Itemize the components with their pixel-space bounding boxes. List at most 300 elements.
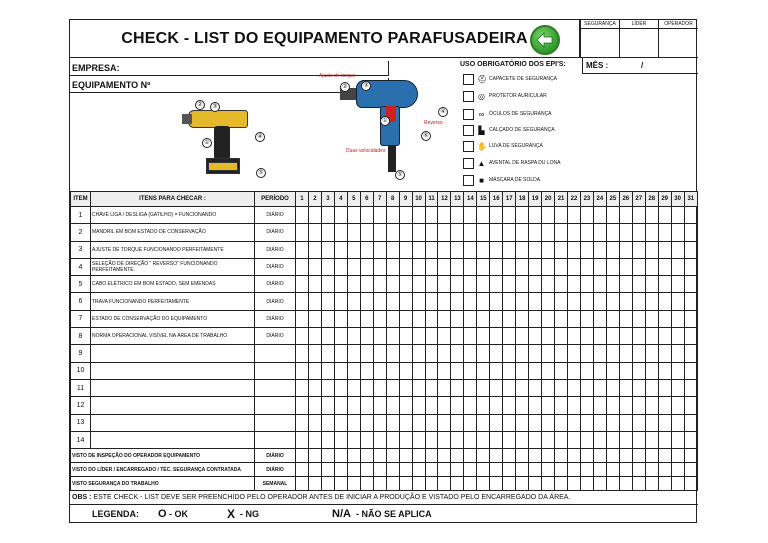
day-cell[interactable] — [542, 362, 555, 379]
day-cell[interactable] — [334, 379, 347, 396]
day-cell[interactable] — [542, 431, 555, 448]
day-cell[interactable] — [529, 328, 542, 345]
visto-cell[interactable] — [555, 449, 568, 463]
day-cell[interactable] — [438, 276, 451, 293]
day-cell[interactable] — [684, 397, 697, 414]
day-cell[interactable] — [606, 397, 619, 414]
day-cell[interactable] — [503, 241, 516, 258]
day-cell[interactable] — [658, 431, 671, 448]
visto-cell[interactable] — [451, 477, 464, 491]
day-cell[interactable] — [477, 431, 490, 448]
day-cell[interactable] — [386, 241, 399, 258]
day-cell[interactable] — [296, 207, 309, 224]
day-cell[interactable] — [296, 293, 309, 310]
day-cell[interactable] — [296, 345, 309, 362]
day-cell[interactable] — [360, 310, 373, 327]
day-cell[interactable] — [580, 379, 593, 396]
day-cell[interactable] — [555, 431, 568, 448]
day-cell[interactable] — [606, 328, 619, 345]
signature-box-lider[interactable] — [619, 29, 658, 58]
day-cell[interactable] — [360, 241, 373, 258]
day-cell[interactable] — [399, 224, 412, 241]
visto-cell[interactable] — [451, 463, 464, 477]
day-cell[interactable] — [412, 241, 425, 258]
day-cell[interactable] — [542, 345, 555, 362]
day-cell[interactable] — [593, 224, 606, 241]
day-cell[interactable] — [684, 207, 697, 224]
day-cell[interactable] — [451, 241, 464, 258]
day-cell[interactable] — [542, 241, 555, 258]
day-cell[interactable] — [645, 379, 658, 396]
day-cell[interactable] — [658, 293, 671, 310]
day-cell[interactable] — [684, 328, 697, 345]
day-cell[interactable] — [386, 431, 399, 448]
day-cell[interactable] — [516, 241, 529, 258]
day-cell[interactable] — [399, 293, 412, 310]
day-cell[interactable] — [334, 293, 347, 310]
day-cell[interactable] — [451, 258, 464, 275]
visto-cell[interactable] — [373, 449, 386, 463]
day-cell[interactable] — [684, 258, 697, 275]
day-cell[interactable] — [555, 397, 568, 414]
day-cell[interactable] — [308, 310, 321, 327]
visto-cell[interactable] — [334, 477, 347, 491]
day-cell[interactable] — [347, 224, 360, 241]
day-cell[interactable] — [399, 310, 412, 327]
day-cell[interactable] — [386, 276, 399, 293]
visto-cell[interactable] — [503, 477, 516, 491]
day-cell[interactable] — [503, 431, 516, 448]
day-cell[interactable] — [658, 414, 671, 431]
visto-cell[interactable] — [503, 463, 516, 477]
day-cell[interactable] — [671, 293, 684, 310]
day-cell[interactable] — [503, 207, 516, 224]
day-cell[interactable] — [438, 310, 451, 327]
day-cell[interactable] — [619, 224, 632, 241]
visto-cell[interactable] — [542, 463, 555, 477]
day-cell[interactable] — [477, 379, 490, 396]
day-cell[interactable] — [568, 276, 581, 293]
day-cell[interactable] — [438, 207, 451, 224]
day-cell[interactable] — [671, 397, 684, 414]
day-cell[interactable] — [568, 345, 581, 362]
day-cell[interactable] — [555, 414, 568, 431]
day-cell[interactable] — [503, 379, 516, 396]
day-cell[interactable] — [658, 310, 671, 327]
day-cell[interactable] — [503, 293, 516, 310]
visto-cell[interactable] — [308, 449, 321, 463]
day-cell[interactable] — [412, 310, 425, 327]
visto-cell[interactable] — [606, 477, 619, 491]
epi-checkbox[interactable] — [463, 74, 474, 85]
day-cell[interactable] — [580, 414, 593, 431]
visto-cell[interactable] — [658, 463, 671, 477]
day-cell[interactable] — [503, 414, 516, 431]
day-cell[interactable] — [438, 379, 451, 396]
day-cell[interactable] — [360, 414, 373, 431]
day-cell[interactable] — [568, 293, 581, 310]
day-cell[interactable] — [451, 207, 464, 224]
day-cell[interactable] — [360, 431, 373, 448]
day-cell[interactable] — [360, 397, 373, 414]
day-cell[interactable] — [321, 379, 334, 396]
day-cell[interactable] — [334, 207, 347, 224]
day-cell[interactable] — [490, 397, 503, 414]
day-cell[interactable] — [542, 310, 555, 327]
day-cell[interactable] — [606, 310, 619, 327]
visto-cell[interactable] — [684, 477, 697, 491]
day-cell[interactable] — [619, 362, 632, 379]
day-cell[interactable] — [296, 362, 309, 379]
day-cell[interactable] — [386, 258, 399, 275]
epi-checkbox[interactable] — [463, 158, 474, 169]
equipamento-field[interactable]: EQUIPAMENTO Nº — [70, 78, 389, 93]
visto-cell[interactable] — [542, 477, 555, 491]
visto-cell[interactable] — [412, 449, 425, 463]
day-cell[interactable] — [360, 258, 373, 275]
day-cell[interactable] — [296, 241, 309, 258]
day-cell[interactable] — [490, 241, 503, 258]
day-cell[interactable] — [321, 241, 334, 258]
day-cell[interactable] — [373, 362, 386, 379]
visto-cell[interactable] — [412, 477, 425, 491]
visto-cell[interactable] — [477, 463, 490, 477]
day-cell[interactable] — [593, 345, 606, 362]
day-cell[interactable] — [606, 379, 619, 396]
day-cell[interactable] — [425, 276, 438, 293]
day-cell[interactable] — [477, 224, 490, 241]
visto-cell[interactable] — [425, 477, 438, 491]
day-cell[interactable] — [516, 397, 529, 414]
day-cell[interactable] — [529, 276, 542, 293]
day-cell[interactable] — [321, 276, 334, 293]
day-cell[interactable] — [451, 224, 464, 241]
day-cell[interactable] — [425, 379, 438, 396]
day-cell[interactable] — [464, 258, 477, 275]
day-cell[interactable] — [658, 241, 671, 258]
day-cell[interactable] — [399, 207, 412, 224]
day-cell[interactable] — [490, 431, 503, 448]
day-cell[interactable] — [477, 362, 490, 379]
visto-cell[interactable] — [516, 449, 529, 463]
day-cell[interactable] — [360, 379, 373, 396]
day-cell[interactable] — [619, 397, 632, 414]
day-cell[interactable] — [464, 328, 477, 345]
visto-cell[interactable] — [671, 477, 684, 491]
day-cell[interactable] — [308, 293, 321, 310]
visto-cell[interactable] — [645, 477, 658, 491]
day-cell[interactable] — [580, 397, 593, 414]
visto-cell[interactable] — [477, 449, 490, 463]
day-cell[interactable] — [296, 328, 309, 345]
day-cell[interactable] — [412, 431, 425, 448]
day-cell[interactable] — [296, 431, 309, 448]
day-cell[interactable] — [477, 258, 490, 275]
day-cell[interactable] — [632, 431, 645, 448]
day-cell[interactable] — [373, 310, 386, 327]
day-cell[interactable] — [321, 293, 334, 310]
day-cell[interactable] — [360, 224, 373, 241]
day-cell[interactable] — [373, 397, 386, 414]
day-cell[interactable] — [658, 258, 671, 275]
day-cell[interactable] — [555, 258, 568, 275]
day-cell[interactable] — [464, 224, 477, 241]
day-cell[interactable] — [645, 224, 658, 241]
epi-checkbox[interactable] — [463, 125, 474, 136]
epi-checkbox[interactable] — [463, 175, 474, 186]
day-cell[interactable] — [555, 207, 568, 224]
mes-field[interactable] — [582, 58, 698, 74]
day-cell[interactable] — [308, 431, 321, 448]
day-cell[interactable] — [593, 379, 606, 396]
day-cell[interactable] — [516, 362, 529, 379]
day-cell[interactable] — [529, 241, 542, 258]
day-cell[interactable] — [360, 362, 373, 379]
day-cell[interactable] — [568, 241, 581, 258]
day-cell[interactable] — [645, 362, 658, 379]
day-cell[interactable] — [464, 431, 477, 448]
day-cell[interactable] — [464, 414, 477, 431]
day-cell[interactable] — [412, 328, 425, 345]
visto-cell[interactable] — [347, 477, 360, 491]
day-cell[interactable] — [334, 431, 347, 448]
visto-cell[interactable] — [296, 449, 309, 463]
visto-cell[interactable] — [386, 449, 399, 463]
day-cell[interactable] — [451, 431, 464, 448]
day-cell[interactable] — [373, 431, 386, 448]
day-cell[interactable] — [477, 276, 490, 293]
day-cell[interactable] — [632, 328, 645, 345]
day-cell[interactable] — [321, 362, 334, 379]
day-cell[interactable] — [529, 207, 542, 224]
day-cell[interactable] — [296, 397, 309, 414]
visto-cell[interactable] — [632, 449, 645, 463]
day-cell[interactable] — [464, 397, 477, 414]
day-cell[interactable] — [308, 276, 321, 293]
day-cell[interactable] — [321, 310, 334, 327]
visto-cell[interactable] — [334, 449, 347, 463]
day-cell[interactable] — [412, 379, 425, 396]
day-cell[interactable] — [386, 345, 399, 362]
day-cell[interactable] — [347, 207, 360, 224]
day-cell[interactable] — [334, 258, 347, 275]
day-cell[interactable] — [347, 310, 360, 327]
day-cell[interactable] — [684, 431, 697, 448]
visto-cell[interactable] — [580, 463, 593, 477]
day-cell[interactable] — [593, 258, 606, 275]
visto-cell[interactable] — [529, 449, 542, 463]
day-cell[interactable] — [619, 379, 632, 396]
day-cell[interactable] — [334, 276, 347, 293]
day-cell[interactable] — [386, 397, 399, 414]
day-cell[interactable] — [503, 310, 516, 327]
day-cell[interactable] — [645, 414, 658, 431]
day-cell[interactable] — [542, 224, 555, 241]
day-cell[interactable] — [684, 362, 697, 379]
day-cell[interactable] — [516, 293, 529, 310]
day-cell[interactable] — [516, 379, 529, 396]
visto-cell[interactable] — [671, 449, 684, 463]
visto-cell[interactable] — [464, 477, 477, 491]
day-cell[interactable] — [555, 310, 568, 327]
day-cell[interactable] — [684, 345, 697, 362]
day-cell[interactable] — [425, 241, 438, 258]
day-cell[interactable] — [464, 310, 477, 327]
day-cell[interactable] — [399, 379, 412, 396]
day-cell[interactable] — [321, 431, 334, 448]
visto-cell[interactable] — [542, 449, 555, 463]
day-cell[interactable] — [296, 276, 309, 293]
day-cell[interactable] — [464, 293, 477, 310]
day-cell[interactable] — [360, 207, 373, 224]
day-cell[interactable] — [308, 224, 321, 241]
day-cell[interactable] — [684, 414, 697, 431]
day-cell[interactable] — [347, 379, 360, 396]
day-cell[interactable] — [671, 241, 684, 258]
visto-cell[interactable] — [593, 463, 606, 477]
day-cell[interactable] — [619, 431, 632, 448]
day-cell[interactable] — [684, 276, 697, 293]
day-cell[interactable] — [671, 310, 684, 327]
day-cell[interactable] — [412, 276, 425, 293]
day-cell[interactable] — [632, 224, 645, 241]
day-cell[interactable] — [438, 431, 451, 448]
day-cell[interactable] — [542, 328, 555, 345]
visto-cell[interactable] — [516, 463, 529, 477]
visto-cell[interactable] — [580, 449, 593, 463]
visto-cell[interactable] — [606, 449, 619, 463]
visto-cell[interactable] — [321, 449, 334, 463]
day-cell[interactable] — [373, 241, 386, 258]
visto-cell[interactable] — [425, 449, 438, 463]
day-cell[interactable] — [593, 276, 606, 293]
visto-cell[interactable] — [632, 477, 645, 491]
visto-cell[interactable] — [399, 463, 412, 477]
day-cell[interactable] — [671, 207, 684, 224]
day-cell[interactable] — [606, 241, 619, 258]
day-cell[interactable] — [568, 362, 581, 379]
day-cell[interactable] — [451, 397, 464, 414]
day-cell[interactable] — [593, 397, 606, 414]
day-cell[interactable] — [516, 224, 529, 241]
day-cell[interactable] — [632, 362, 645, 379]
visto-cell[interactable] — [593, 449, 606, 463]
day-cell[interactable] — [347, 431, 360, 448]
visto-cell[interactable] — [321, 477, 334, 491]
day-cell[interactable] — [645, 310, 658, 327]
day-cell[interactable] — [529, 414, 542, 431]
day-cell[interactable] — [438, 362, 451, 379]
visto-cell[interactable] — [619, 477, 632, 491]
day-cell[interactable] — [645, 397, 658, 414]
day-cell[interactable] — [568, 258, 581, 275]
day-cell[interactable] — [671, 224, 684, 241]
day-cell[interactable] — [412, 224, 425, 241]
visto-cell[interactable] — [490, 463, 503, 477]
visto-cell[interactable] — [360, 463, 373, 477]
day-cell[interactable] — [593, 328, 606, 345]
day-cell[interactable] — [658, 276, 671, 293]
day-cell[interactable] — [568, 431, 581, 448]
day-cell[interactable] — [464, 207, 477, 224]
epi-checkbox[interactable] — [463, 141, 474, 152]
day-cell[interactable] — [580, 293, 593, 310]
visto-cell[interactable] — [658, 449, 671, 463]
day-cell[interactable] — [645, 293, 658, 310]
day-cell[interactable] — [555, 293, 568, 310]
day-cell[interactable] — [360, 276, 373, 293]
day-cell[interactable] — [373, 224, 386, 241]
day-cell[interactable] — [425, 207, 438, 224]
visto-cell[interactable] — [619, 449, 632, 463]
day-cell[interactable] — [671, 379, 684, 396]
day-cell[interactable] — [606, 276, 619, 293]
visto-cell[interactable] — [529, 477, 542, 491]
day-cell[interactable] — [412, 293, 425, 310]
day-cell[interactable] — [425, 362, 438, 379]
visto-cell[interactable] — [438, 477, 451, 491]
day-cell[interactable] — [490, 345, 503, 362]
day-cell[interactable] — [386, 224, 399, 241]
day-cell[interactable] — [386, 414, 399, 431]
day-cell[interactable] — [555, 276, 568, 293]
day-cell[interactable] — [308, 207, 321, 224]
day-cell[interactable] — [503, 345, 516, 362]
day-cell[interactable] — [321, 328, 334, 345]
visto-cell[interactable] — [425, 463, 438, 477]
day-cell[interactable] — [296, 258, 309, 275]
day-cell[interactable] — [593, 207, 606, 224]
visto-cell[interactable] — [438, 449, 451, 463]
day-cell[interactable] — [503, 362, 516, 379]
day-cell[interactable] — [516, 345, 529, 362]
day-cell[interactable] — [555, 379, 568, 396]
day-cell[interactable] — [334, 414, 347, 431]
day-cell[interactable] — [516, 310, 529, 327]
day-cell[interactable] — [529, 293, 542, 310]
day-cell[interactable] — [438, 328, 451, 345]
day-cell[interactable] — [555, 241, 568, 258]
day-cell[interactable] — [464, 276, 477, 293]
day-cell[interactable] — [399, 397, 412, 414]
day-cell[interactable] — [529, 345, 542, 362]
visto-cell[interactable] — [347, 449, 360, 463]
day-cell[interactable] — [490, 310, 503, 327]
day-cell[interactable] — [606, 207, 619, 224]
visto-cell[interactable] — [568, 463, 581, 477]
day-cell[interactable] — [334, 362, 347, 379]
day-cell[interactable] — [451, 276, 464, 293]
empresa-field[interactable]: EMPRESA: — [70, 61, 389, 76]
day-cell[interactable] — [296, 414, 309, 431]
day-cell[interactable] — [619, 276, 632, 293]
day-cell[interactable] — [412, 207, 425, 224]
day-cell[interactable] — [425, 414, 438, 431]
day-cell[interactable] — [503, 328, 516, 345]
day-cell[interactable] — [606, 224, 619, 241]
visto-cell[interactable] — [490, 449, 503, 463]
day-cell[interactable] — [373, 345, 386, 362]
day-cell[interactable] — [373, 328, 386, 345]
day-cell[interactable] — [580, 362, 593, 379]
visto-cell[interactable] — [606, 463, 619, 477]
day-cell[interactable] — [684, 310, 697, 327]
visto-cell[interactable] — [438, 463, 451, 477]
day-cell[interactable] — [477, 241, 490, 258]
day-cell[interactable] — [412, 414, 425, 431]
visto-cell[interactable] — [529, 463, 542, 477]
day-cell[interactable] — [606, 414, 619, 431]
